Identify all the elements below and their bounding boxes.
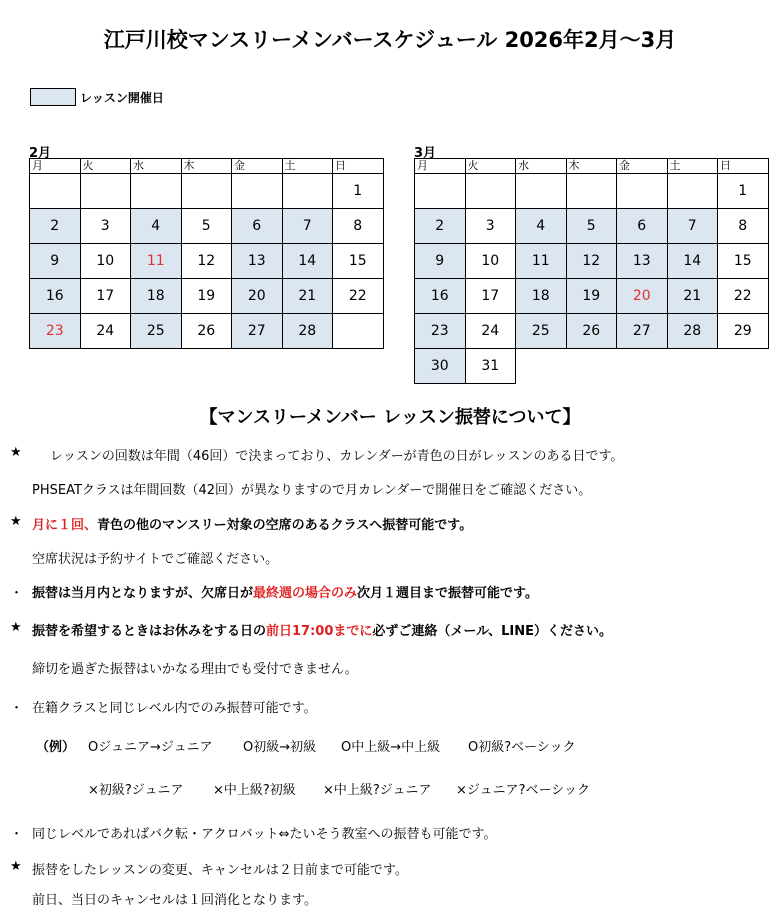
calendar-day: 24 [80,314,131,349]
note-deadline-strict: 締切を過ぎた振替はいかなる理由でも受付できません。 [32,662,358,677]
calendar-grid [414,158,769,384]
calendar-day: 7 [667,209,718,244]
calendar-day: 21 [667,279,718,314]
legend-label: レッスン開催日 [80,90,164,105]
calendar-day: 18 [516,279,567,314]
note-change-cancel: 振替をしたレッスンの変更、キャンセルは２日前まで可能です。 [32,863,408,878]
dot-bullet: ・ [10,701,24,716]
calendar-day [232,174,283,209]
example-ok-3: O中上級→中上級 [341,740,441,755]
calendar-day: 15 [718,244,769,279]
calendar-day: 10 [80,244,131,279]
calendar-day: 12 [566,244,617,279]
calendar-day: 26 [566,314,617,349]
calendar-day [282,174,333,209]
calendar-day: 1 [718,174,769,209]
note-same-level: 在籍クラスと同じレベル内でのみ振替可能です。 [32,701,317,716]
calendar-day: 13 [617,244,668,279]
example-ng-1: ×初級?ジュニア [88,783,184,798]
weekday-header: 日 [718,159,769,174]
calendar-day: 7 [282,209,333,244]
weekday-header: 金 [232,159,283,174]
note-acrobat: 同じレベルであればバク転・アクロバット⇔たいそう教室への振替も可能です。 [32,827,497,842]
weekday-header: 火 [465,159,516,174]
calendar-day: 16 [415,279,466,314]
calendar-day: 25 [516,314,567,349]
calendar-day [566,174,617,209]
calendar-day: 11 [516,244,567,279]
calendar-month-label: 3月 [414,146,437,161]
note-text: 次月１週目まで振替可能です。 [357,586,538,601]
calendar-day: 5 [181,209,232,244]
calendar-day: 28 [282,314,333,349]
calendar-day [415,174,466,209]
note-emphasis: 最終週の場合のみ [253,586,358,601]
calendar-day: 31 [465,349,516,384]
star-bullet: ★ [10,445,22,460]
example-ok-2: O初級→初級 [243,740,317,755]
calendar-day: 22 [718,279,769,314]
calendar-empty [516,349,567,384]
calendar-day: 17 [465,279,516,314]
weekday-header: 金 [617,159,668,174]
calendar-day: 3 [80,209,131,244]
note-emphasis: 前日17:00までに [266,624,373,639]
calendar-empty [617,349,668,384]
calendar-day [80,174,131,209]
calendar-day: 15 [333,244,384,279]
calendar-day: 23 [415,314,466,349]
calendar-day: 6 [232,209,283,244]
calendar-march [414,146,769,384]
weekday-header: 月 [30,159,81,174]
calendar-day: 19 [566,279,617,314]
example-ng-2: ×中上級?初級 [213,783,296,798]
calendar-day: 18 [131,279,182,314]
weekday-header: 木 [566,159,617,174]
calendar-day: 23 [30,314,81,349]
example-label: （例） [36,740,76,755]
weekday-header: 火 [80,159,131,174]
weekday-header: 日 [333,159,384,174]
legend-swatch [30,88,76,106]
legend [30,88,164,106]
example-ok-4: O初級?ベーシック [468,740,576,755]
weekday-header: 水 [131,159,182,174]
calendar-empty [718,349,769,384]
dot-bullet: ・ [10,827,24,842]
calendar-day: 29 [718,314,769,349]
note-deadline [32,620,612,639]
calendar-day: 26 [181,314,232,349]
calendar-day: 8 [718,209,769,244]
calendar-day: 2 [30,209,81,244]
weekday-header: 土 [282,159,333,174]
example-ng-3: ×中上級?ジュニア [323,783,432,798]
star-bullet: ★ [10,514,22,529]
calendar-day: 22 [333,279,384,314]
calendar-day [30,174,81,209]
calendar-day: 4 [131,209,182,244]
calendar-day: 28 [667,314,718,349]
calendar-day: 10 [465,244,516,279]
note-transfer-monthly [32,514,472,533]
calendar-day: 25 [131,314,182,349]
calendar-day: 9 [30,244,81,279]
calendar-day [667,174,718,209]
calendar-day [617,174,668,209]
note-emphasis: 月に１回、 [32,518,98,533]
note-late-cancel: 前日、当日のキャンセルは１回消化となります。 [32,893,317,908]
calendar-day: 14 [667,244,718,279]
calendar-empty [566,349,617,384]
calendar-day: 30 [415,349,466,384]
calendar-day: 2 [415,209,466,244]
note-phseat: PHSEATクラスは年間回数（42回）が異なりますので月カレンダーで開催日をご確認ください。 [32,483,592,498]
calendar-day: 21 [282,279,333,314]
weekday-header: 木 [181,159,232,174]
calendar-day: 16 [30,279,81,314]
calendar-day: 19 [181,279,232,314]
note-lesson-count: レッスンの回数は年間（46回）で決まっており、カレンダーが青色の日がレッスンのある日です。 [50,449,624,464]
calendar-day [465,174,516,209]
note-transfer-period [32,582,538,601]
weekday-header: 土 [667,159,718,174]
note-availability: 空席状況は予約サイトでご確認ください。 [32,552,279,567]
example-ng-4: ×ジュニア?ベーシック [456,783,591,798]
dot-bullet: ・ [10,586,24,601]
calendar-day: 17 [80,279,131,314]
note-text: 青色の他のマンスリー対象の空席のあるクラスへ振替可能です。 [97,518,473,533]
calendar-day: 27 [232,314,283,349]
calendar-day: 13 [232,244,283,279]
calendar-empty [667,349,718,384]
calendar-day: 5 [566,209,617,244]
calendar-day: 1 [333,174,384,209]
calendar-day: 4 [516,209,567,244]
calendar-day: 20 [617,279,668,314]
calendar-day: 14 [282,244,333,279]
calendar-day [516,174,567,209]
star-bullet: ★ [10,859,22,874]
calendar-day: 11 [131,244,182,279]
calendar-grid [29,158,384,349]
calendar-day: 9 [415,244,466,279]
calendar-month-label: 2月 [29,146,52,161]
calendar-day [333,314,384,349]
note-text: 振替は当月内となりますが、欠席日が [32,586,254,601]
calendar-day: 20 [232,279,283,314]
star-bullet: ★ [10,620,22,635]
calendar-day: 27 [617,314,668,349]
calendar-day [131,174,182,209]
calendar-day: 3 [465,209,516,244]
weekday-header: 月 [415,159,466,174]
calendar-day: 6 [617,209,668,244]
calendar-february [29,146,384,349]
calendar-day: 24 [465,314,516,349]
note-text: 必ずご連絡（メール、LINE）ください。 [372,624,612,639]
weekday-header: 水 [516,159,567,174]
example-ok-1: Oジュニア→ジュニア [88,740,213,755]
calendar-day [181,174,232,209]
calendar-day: 12 [181,244,232,279]
page-title: 江戸川校マンスリーメンバースケジュール 2026年2月～3月 [103,28,677,52]
calendar-day: 8 [333,209,384,244]
notes-heading: 【マンスリーメンバー レッスン振替について】 [199,407,581,428]
note-text: 振替を希望するときはお休みをする日の [32,624,267,639]
